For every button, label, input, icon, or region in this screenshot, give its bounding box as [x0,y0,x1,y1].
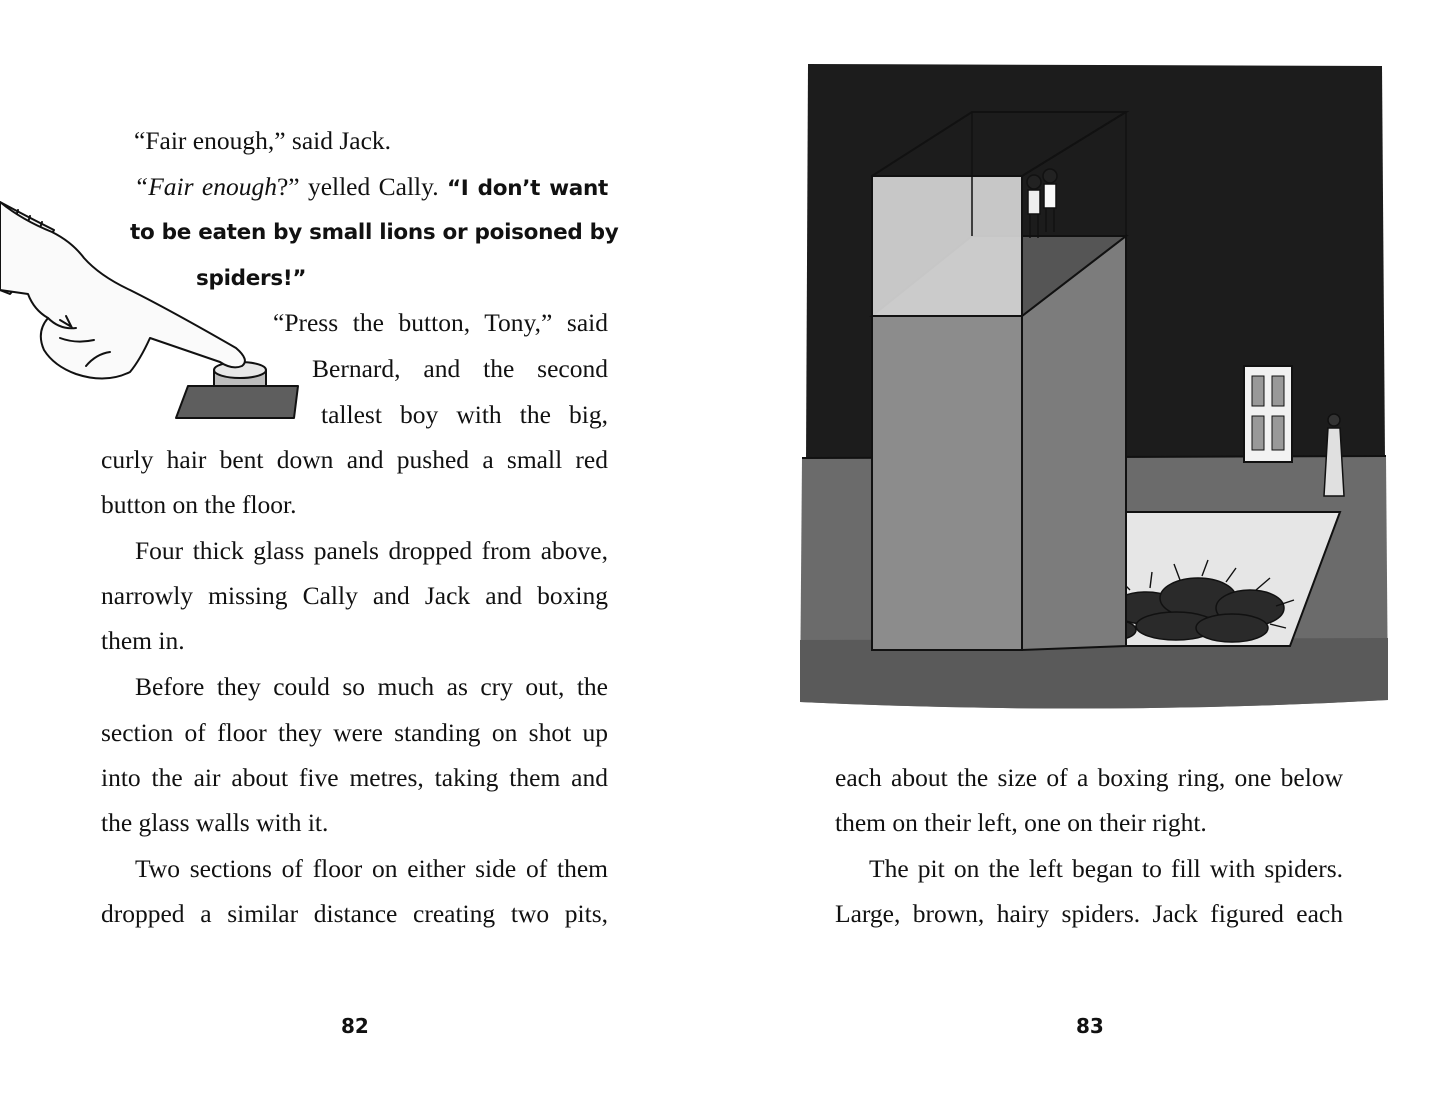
glass-box-spider-pit-illustration [800,60,1388,720]
line-14: Before they could so much as cry out, the [135,672,608,701]
line-19: dropped a similar distance creating two pits, [101,899,608,928]
line-17: the glass walls with it. [101,808,329,837]
right-line-3: The pit on the left began to fill with spiders. [869,854,1343,883]
line-8: tallest boy with the big, [321,400,608,429]
emphasis-fair-enough: “Fair enough [134,172,277,201]
line-11: Four thick glass panels dropped from above, [135,536,608,565]
shout-line-3: spiders!” [196,266,307,291]
right-line-1: each about the size of a boxing ring, one below [835,763,1343,792]
line-13: them in. [101,626,185,655]
page-number-left: 82 [341,1014,369,1038]
right-page [722,0,1445,1109]
line-6: “Press the button, Tony,” said [273,308,608,337]
line-7: Bernard, and the second [312,354,608,383]
line-10: button on the floor. [101,490,297,519]
right-line-2: them on their left, one on their right. [835,808,1207,837]
line-15: section of floor they were standing on shot up [101,718,608,747]
line-2: “Fair enough?” yelled Cally. “I don’t want [134,172,608,201]
line-16: into the air about five metres, taking them and [101,763,608,792]
page-number-right: 83 [1076,1014,1104,1038]
shout-line-2: to be eaten by small lions or poisoned by [130,220,619,245]
shout-text-1: “I don’t want [446,176,608,201]
left-page [0,0,722,1109]
line-1: “Fair enough,” said Jack. [134,126,392,155]
right-line-4: Large, brown, hairy spiders. Jack figured each [835,899,1343,928]
line-9: curly hair bent down and pushed a small red [101,445,608,474]
line-12: narrowly missing Cally and Jack and boxing [101,581,608,610]
line-18: Two sections of floor on either side of them [135,854,608,883]
